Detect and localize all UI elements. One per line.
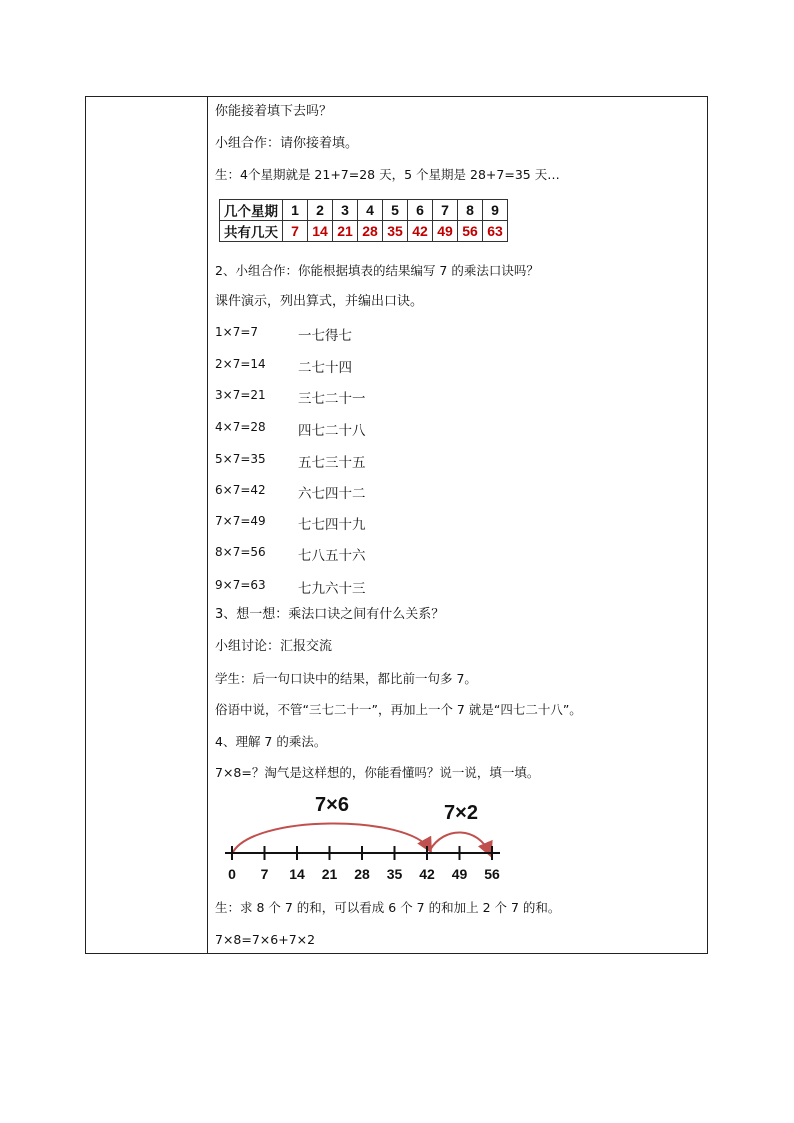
number-line-tick-label: 21 (321, 866, 338, 882)
day-cell: 21 (333, 221, 358, 242)
number-line-tick-label: 49 (451, 866, 468, 882)
rule-equation: 9×7=63 (215, 578, 266, 592)
day-cell: 28 (358, 221, 383, 242)
rule-koujue: 三七二十一 (298, 391, 366, 407)
week-cell: 1 (283, 200, 308, 221)
big-jump-arc (232, 823, 430, 854)
day-cell: 56 (458, 221, 483, 242)
week-cell: 2 (308, 200, 333, 221)
day-cell: 14 (308, 221, 333, 242)
number-line-tick-label: 56 (484, 866, 500, 882)
rule-equation: 4×7=28 (215, 420, 266, 434)
rule-equation: 7×7=49 (215, 514, 266, 528)
number-line-tick-label: 14 (289, 866, 305, 882)
task-2-heading: 2、小组合作：你能根据填表的结果编写 7 的乘法口诀吗？ (215, 263, 539, 278)
number-line-tick-label: 35 (386, 866, 403, 882)
day-cell: 63 (483, 221, 508, 242)
student-relationship-answer: 学生：后一句口诀中的结果，都比前一句多 7。 (215, 671, 477, 686)
small-jump-label: 7×2 (444, 802, 478, 824)
number-line-tick-label: 42 (419, 866, 435, 882)
task-4-heading: 4、理解 7 的乘法。 (215, 734, 327, 749)
week-cell: 9 (483, 200, 508, 221)
naughty-thinking-line: 7×8=？淘气是这样想的，你能看懂吗？说一说，填一填。 (215, 765, 540, 780)
number-line-ticks (228, 846, 500, 882)
task-3-heading: 3、想一想：乘法口诀之间有什么关系？ (215, 607, 445, 622)
day-cell: 42 (408, 221, 433, 242)
discussion-line: 小组讨论：汇报交流 (215, 639, 333, 654)
number-line-tick-label: 0 (228, 866, 236, 882)
week-cell: 5 (383, 200, 408, 221)
week-cell: 6 (408, 200, 433, 221)
rule-equation: 1×7=7 (215, 325, 259, 339)
question-fill-on: 你能接着填下去吗？ (215, 104, 333, 119)
weeks-days-table (219, 199, 508, 242)
days-row (220, 221, 508, 242)
rule-equation: 6×7=42 (215, 483, 266, 497)
days-row-header: 共有几天 (220, 221, 283, 242)
day-cell: 49 (433, 221, 458, 242)
rule-equation: 5×7=35 (215, 452, 266, 466)
number-line-figure (210, 786, 510, 886)
demo-instruction: 课件演示，列出算式，并编出口诀。 (215, 294, 424, 309)
week-cell: 3 (333, 200, 358, 221)
rule-koujue: 四七二十八 (298, 423, 366, 439)
number-line-tick-label: 7 (260, 866, 269, 882)
rule-koujue: 七九六十三 (298, 581, 366, 597)
number-line-tick-label: 28 (354, 866, 370, 882)
rule-equation: 8×7=56 (215, 545, 266, 559)
group-fill-instruction: 小组合作：请你接着填。 (215, 136, 359, 151)
rule-koujue: 七七四十九 (298, 517, 366, 533)
rule-equation: 3×7=21 (215, 388, 266, 402)
weeks-row (220, 200, 508, 221)
final-equation: 7×8=7×6+7×2 (215, 932, 316, 947)
proverb-line: 俗语中说，不管“三七二十一”，再加上一个 7 就是“四七二十八”。 (215, 702, 582, 717)
rule-koujue: 五七三十五 (298, 455, 366, 471)
rule-koujue: 六七四十二 (298, 486, 366, 502)
day-cell: 35 (383, 221, 408, 242)
rule-koujue: 七八五十六 (298, 548, 366, 564)
weeks-row-header: 几个星期 (220, 200, 283, 221)
week-cell: 8 (458, 200, 483, 221)
rule-equation: 2×7=14 (215, 357, 266, 371)
left-column-cell (86, 97, 208, 953)
student-answer-weeks: 生：4个星期就是 21+7=28 天，5 个星期是 28+7=35 天… (215, 167, 560, 182)
big-jump-label: 7×6 (315, 794, 349, 816)
student-sum-answer: 生：求 8 个 7 的和，可以看成 6 个 7 的和加上 2 个 7 的和。 (215, 900, 561, 915)
week-cell: 4 (358, 200, 383, 221)
rule-koujue: 二七十四 (298, 360, 352, 376)
rule-koujue: 一七得七 (298, 328, 352, 344)
day-cell: 7 (283, 221, 308, 242)
week-cell: 7 (433, 200, 458, 221)
